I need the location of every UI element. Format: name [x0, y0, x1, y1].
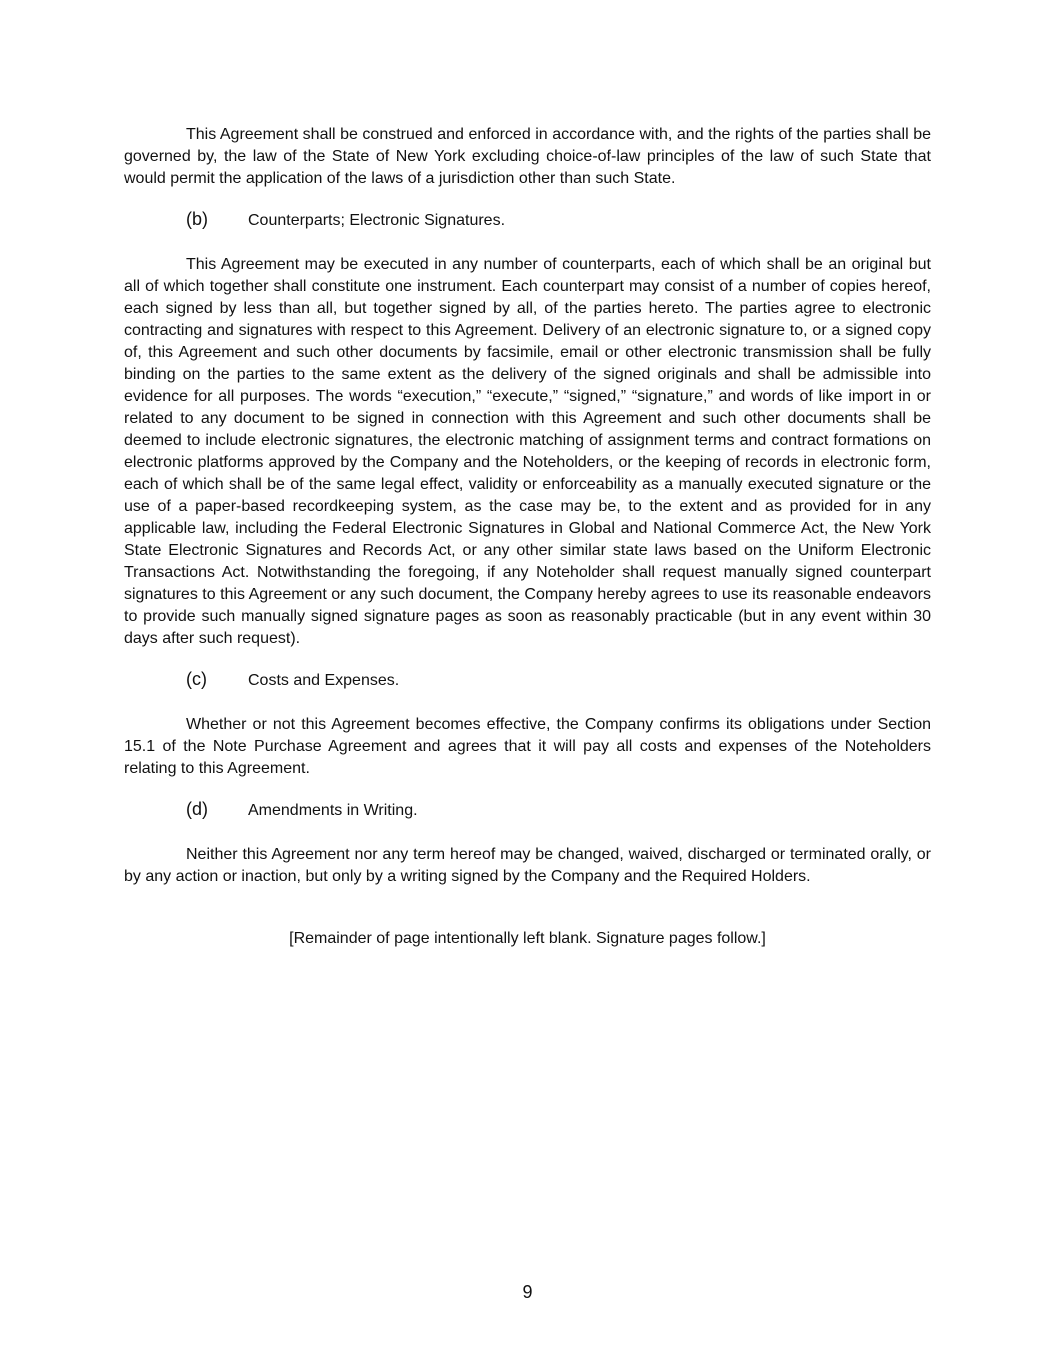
section-d-heading [124, 800, 931, 824]
governing-law-paragraph: This Agreement shall be construed and enforced in accordance with, and the rights of the parties shall be governed by, the law of the State of New York excluding choice-of-law principles of the law of such State that would permit the application of the laws of a jurisdiction other than such State. [124, 126, 931, 187]
section-b-title: Counterparts; Electronic Signatures. [248, 212, 506, 229]
section-c-body: Whether or not this Agreement becomes effective, the Company confirms its obligations under Section 15.1 of the Note Purchase Agreement and agrees that it will pay all costs and expenses of the Noteholders relating to this Agreement. [124, 716, 931, 777]
section-b-body: This Agreement may be executed in any number of counterparts, each of which shall be an original but all of which together shall constitute one instrument. Each counterpart may consist of a number of copies hereof, each signed by less than all, but together signed by all, of the parties hereto. The parties agree to electronic contracting and signatures with respect to this Agreement. Delivery of an electronic signature to, or a signed copy of, this Agreement and such other documents by facsimile, email or other electronic transmission shall be fully binding on the parties to the same extent as the delivery of the signed originals and shall be admissible into evidence for all purposes. The words “execution,” “execute,” “signed,” “signature,” and words of like import in or related to any document to be signed in connection with this Agreement and such other documents shall be deemed to include electronic signatures, the electronic matching of assignment terms and contract formations on electronic platforms approved by the Company and the Noteholders, or the keeping of records in electronic form, each of which shall be of the same legal effect, validity or enforceability as a manually executed signature or the use of a paper-based recordkeeping system, as the case may be, to the extent and as provided for in any applicable law, including the Federal Electronic Signatures in Global and National Commerce Act, the New York State Electronic Signatures and Records Act, or any other similar state laws based on the Uniform Electronic Transactions Act. Notwithstanding the foregoing, if any Noteholder shall request manually signed counterpart signatures to this Agreement or any such document, the Company hereby agrees to use its reasonable endeavors to provide such manually signed signature pages as soon as reasonably practicable (but in any event within 30 days after such request). [124, 256, 931, 647]
document-content [124, 124, 931, 950]
page-number: 9 [522, 1282, 533, 1302]
section-c-label: (c) [186, 669, 207, 689]
section-d-title: Amendments in Writing. [248, 802, 418, 819]
section-b-heading [124, 210, 931, 234]
section-d-body: Neither this Agreement nor any term hereof may be changed, waived, discharged or terminated orally, or by any action or inaction, but only by a writing signed by the Company and the Required Holders. [124, 846, 931, 885]
section-c-heading [124, 670, 931, 694]
section-c-title: Costs and Expenses. [248, 672, 400, 689]
section-d-label: (d) [186, 799, 208, 819]
section-b-label: (b) [186, 209, 208, 229]
remainder-note: [Remainder of page intentionally left blank. Signature pages follow.] [289, 930, 766, 947]
